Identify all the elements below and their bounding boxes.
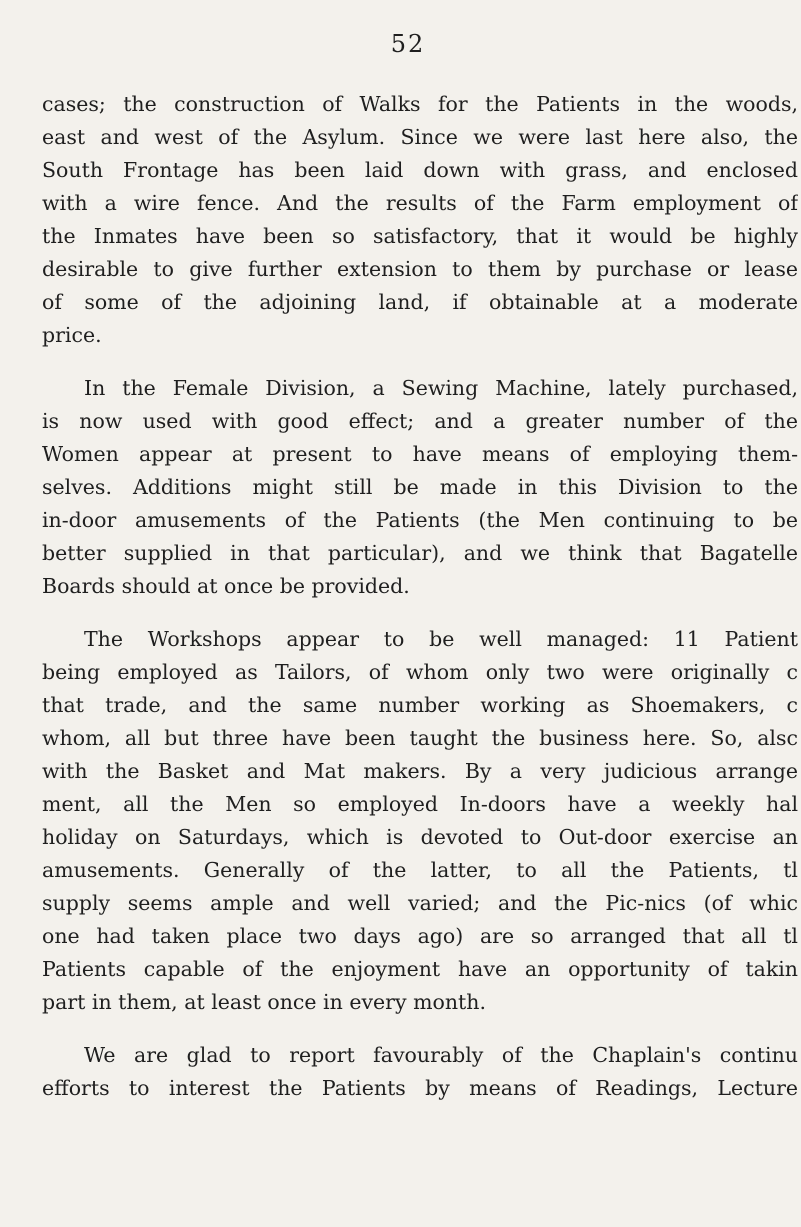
text-line: of some of the adjoining land, if obtainable at a moderate: [42, 290, 798, 314]
text-line: In the Female Division, a Sewing Machine, lately purchased,: [84, 376, 798, 400]
text-line: one had taken place two days ago) are so arranged that all tl: [42, 924, 798, 948]
text-line: amusements. Generally of the latter, to all the Patients, tl: [42, 858, 798, 882]
text-line: ment, all the Men so employed In-doors have a weekly hal: [42, 792, 798, 816]
text-line: price.: [42, 323, 102, 347]
text-line: in-door amusements of the Patients (the Men continuing to be: [42, 508, 798, 532]
body-text: [42, 88, 798, 1125]
text-line: cases; the construction of Walks for the Patients in the woods,: [42, 92, 798, 116]
text-line: supply seems ample and well varied; and the Pic-nics (of whic: [42, 891, 798, 915]
text-line: part in them, at least once in every month.: [42, 990, 487, 1014]
text-line: holiday on Saturdays, which is devoted to Out-door exercise an: [42, 825, 798, 849]
text-line: with the Basket and Mat makers. By a very judicious arrange: [42, 759, 798, 783]
text-line: being employed as Tailors, of whom only two were originally c: [42, 660, 798, 684]
text-line: the Inmates have been so satisfactory, that it would be highly: [42, 224, 798, 248]
text-line: The Workshops appear to be well managed: 11 Patient: [84, 627, 798, 651]
text-line: better supplied in that particular), and we think that Bagatelle: [42, 541, 798, 565]
text-line: We are glad to report favourably of the Chaplain's continu: [84, 1043, 798, 1067]
text-line: selves. Additions might still be made in this Division to the: [42, 475, 798, 499]
text-line: desirable to give further extension to them by purchase or lease: [42, 257, 798, 281]
text-line: with a wire fence. And the results of the Farm employment of: [42, 191, 798, 215]
paragraph-chaplain: [42, 1039, 798, 1105]
text-line: Patients capable of the enjoyment have an opportunity of takin: [42, 957, 798, 981]
text-line: Women appear at present to have means of employing them-: [42, 442, 798, 466]
paragraph-farm-walks: [42, 88, 798, 352]
paragraph-female-division: [42, 372, 798, 603]
text-line: is now used with good effect; and a greater number of the: [42, 409, 798, 433]
text-line: east and west of the Asylum. Since we were last here also, the: [42, 125, 798, 149]
paragraph-workshops: [42, 623, 798, 1019]
text-line: Boards should at once be provided.: [42, 574, 410, 598]
text-line: efforts to interest the Patients by means of Readings, Lecture: [42, 1076, 798, 1100]
text-line: that trade, and the same number working as Shoemakers, c: [42, 693, 798, 717]
page-number: 52: [390, 30, 426, 58]
text-line: South Frontage has been laid down with grass, and enclosed: [42, 158, 798, 182]
text-line: whom, all but three have been taught the business here. So, alsc: [42, 726, 798, 750]
